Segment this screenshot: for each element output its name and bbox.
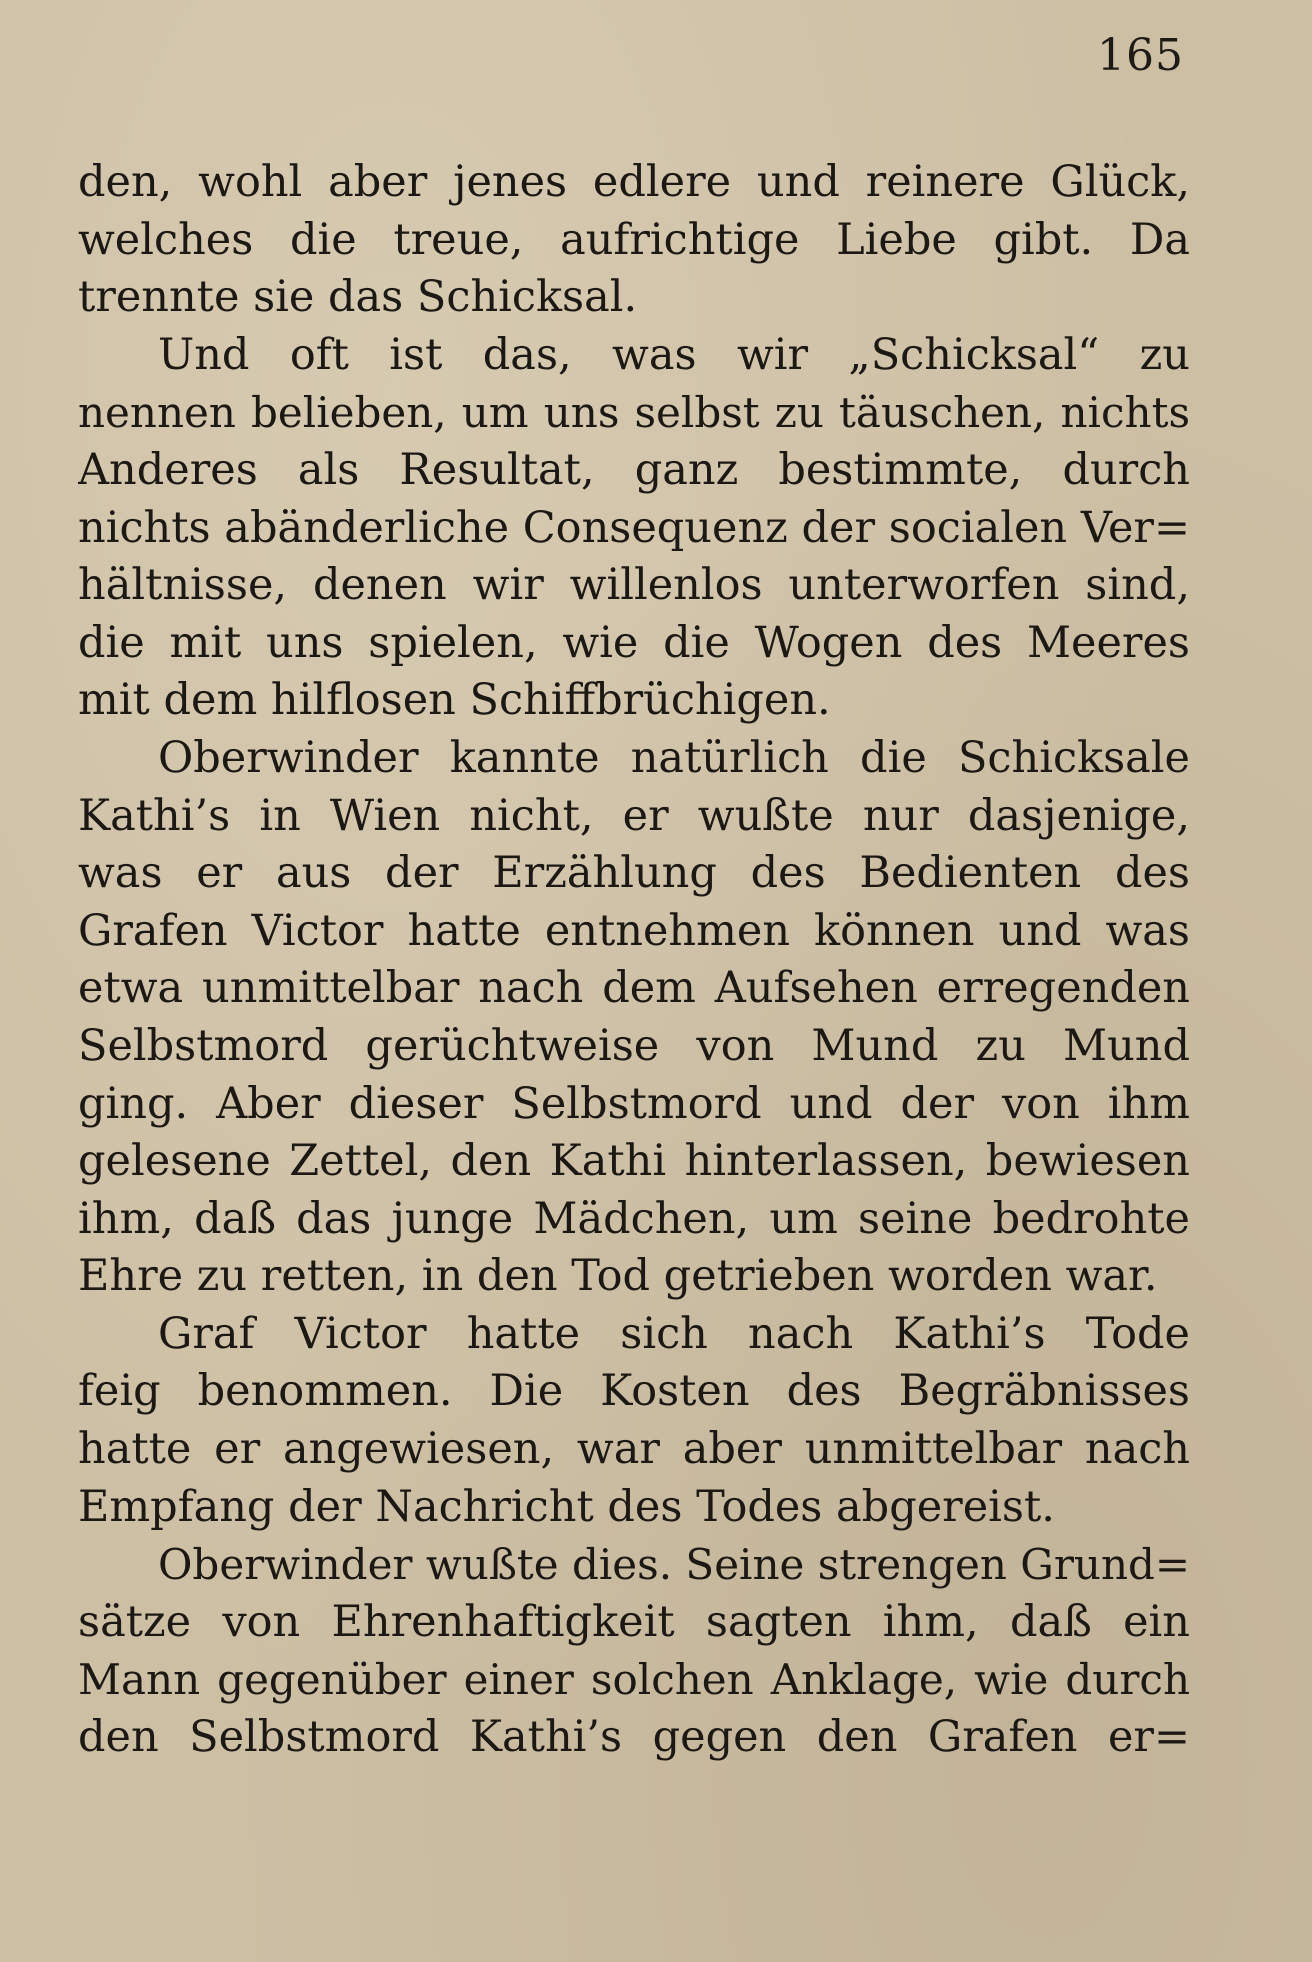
text-line: Anderes als Resultat, ganz bestimmte, durch: [78, 444, 1190, 495]
text-line: Oberwinder kannte natürlich die Schicksale: [158, 732, 1190, 783]
text-line: Mann gegenüber einer solchen Anklage, wie durch: [78, 1655, 1190, 1705]
text-line: hältnisse, denen wir willenlos unterworfen sind,: [78, 560, 1190, 611]
text-line: die mit uns spielen, wie die Wogen des Meeres: [78, 617, 1190, 668]
text-line: ihm, daß das junge Mädchen, um seine bedrohte: [78, 1193, 1190, 1244]
body-text: [78, 154, 1190, 1767]
text-line: trennte sie das Schicksal.: [78, 272, 638, 323]
text-line: den Selbstmord Kathi’s gegen den Grafen er=: [78, 1712, 1190, 1763]
text-line: welches die treue, aufrichtige Liebe gibt. Da: [78, 214, 1190, 265]
text-line: hatte er angewiesen, war aber unmittelbar nach: [78, 1424, 1190, 1475]
text-line: Graf Victor hatte sich nach Kathi’s Tode: [158, 1308, 1190, 1359]
text-line: nennen belieben, um uns selbst zu täuschen, nichts: [78, 388, 1190, 438]
text-line: Selbstmord gerüchtweise von Mund zu Mund: [78, 1020, 1190, 1071]
text-line: ging. Aber dieser Selbstmord und der von ihm: [78, 1078, 1190, 1129]
text-line: Oberwinder wußte dies. Seine strengen Grund=: [158, 1540, 1190, 1590]
text-line: Grafen Victor hatte entnehmen können und was: [78, 905, 1190, 956]
text-line: etwa unmittelbar nach dem Aufsehen erregenden: [78, 963, 1190, 1014]
text-line: gelesene Zettel, den Kathi hinterlassen, bewiesen: [78, 1136, 1190, 1187]
text-line: sätze von Ehrenhaftigkeit sagten ihm, daß ein: [78, 1596, 1190, 1647]
text-line: Und oft ist das, was wir „Schicksal“ zu: [158, 329, 1190, 380]
page-number: 165: [1097, 30, 1184, 81]
text-line: feig benommen. Die Kosten des Begräbnisses: [78, 1366, 1190, 1417]
text-line: mit dem hilflosen Schiffbrüchigen.: [78, 675, 831, 726]
text-line: Kathi’s in Wien nicht, er wußte nur dasjenige,: [78, 790, 1190, 841]
text-line: Ehre zu retten, in den Tod getrieben worden war.: [78, 1251, 1158, 1302]
text-line: nichts abänderliche Consequenz der socialen Ver=: [78, 502, 1190, 553]
text-line: den, wohl aber jenes edlere und reinere Glück,: [78, 157, 1190, 207]
text-line: Empfang der Nachricht des Todes abgereist.: [78, 1481, 1055, 1532]
text-line: was er aus der Erzählung des Bedienten des: [78, 848, 1190, 899]
